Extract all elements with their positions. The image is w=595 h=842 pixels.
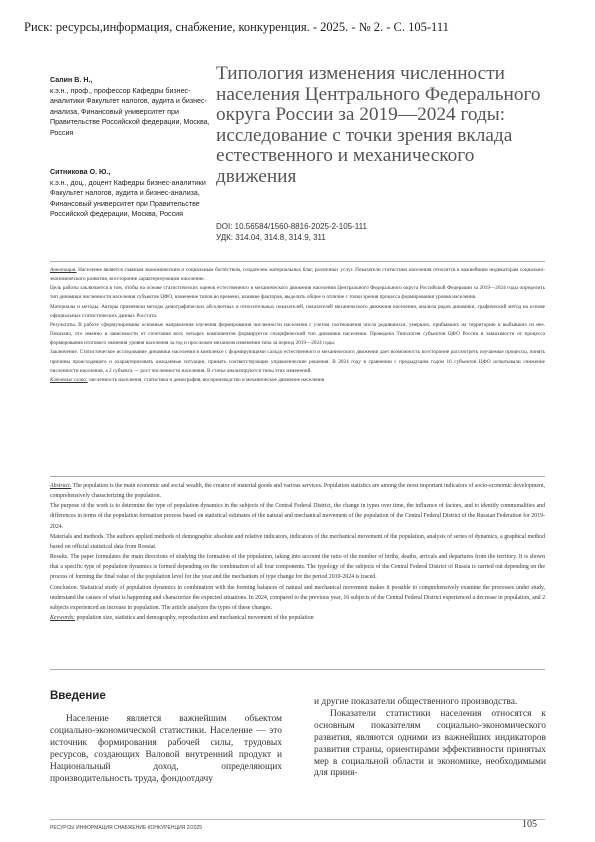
abstract-methods: Materials and methods. The authors applied methods of demographic absolute and relative indicators, indicators of the mechanical movement of the population, analysis of series of dynamics, a graphical method based on official statistical data from Rosstat. bbox=[50, 533, 545, 550]
udc: УДК: 314.04, 314.8, 314.9, 311 bbox=[216, 233, 326, 242]
paragraph: Показатели статистики населения относятся к основным показателям социально-экономического развития, являются одними из важнейших индикаторов развития страны, ориентирами эффективности принятых мер в социальной области и экономике, необходимыми для приня- bbox=[314, 708, 546, 779]
citation-line: Риск: ресурсы,информация, снабжение, конкуренция. - 2025. - № 2. - С. 105-111 bbox=[24, 20, 449, 34]
section-heading: Введение bbox=[50, 690, 106, 702]
footer-journal-name: РЕСУРСЫ ИНФОРМАЦИЯ СНАБЖЕНИЕ КОНКУРЕНЦИЯ 2/2025 bbox=[50, 825, 203, 831]
footer-divider bbox=[50, 819, 545, 820]
abstract-goal: The purpose of the work is to determine the type of population dynamics in the subjects of the Central Federal District, the change in types over time, the influence of factors, and to identify commonalities and differences in terms of the population formation process based on statistical estimates of the natural and mechanical movement of the population of the Central Federal District of the Russian Federation for 2019-2024. bbox=[50, 503, 545, 530]
abstract-goal: Цель работы заключается в том, чтобы на основе статистических оценок естественного и механического движения населения Центрального Федерального округа Российской Федерации за 2019—2024 годы определить тип динамики численности населения субъектов ЦФО, изменение типов во времени, влияние факторов, выделить общее и отличие с точки зрения процесса формирования уровня населения. bbox=[50, 285, 545, 301]
abstract-results: Результаты. В работе сформулированы основные направления изучения формирования численности населения с учетом соотношения числа родившихся, умерших, прибывших на территорию и выбывших из нее. Показано, что именно в зависимости от сочетания всех четырех компонентов формируется специфический тип динамики населения. Проведена Типология субъектов ЦФО России в зависимости от процесса формирования итогового значения уровня населения за год и прослежен механизм изменения типа за период 2019—2024 годы. bbox=[50, 321, 545, 347]
abstract-intro: Население является главным экономическим и социальным богатством, создателем материальных благ, различных услуг. Показатели статистики населения относятся к важнейшим индикаторам социально-экономического развития, всесторонне характеризующим население. bbox=[50, 267, 545, 283]
abstract-label: Abstract. bbox=[50, 483, 72, 489]
divider bbox=[50, 261, 545, 262]
body-column-left bbox=[50, 714, 282, 785]
article-identifiers bbox=[216, 221, 546, 243]
author-name: Салин В. Н., bbox=[50, 76, 93, 84]
keywords-label: Keywords: bbox=[50, 615, 76, 622]
keywords: population size, statistics and demography, reproduction and mechanical movement of the population bbox=[76, 615, 314, 622]
abstract-conclusion: Conclusion. Statistical study of population dynamics in combination with the forming balances of natural and mechanical movement makes it possible to comprehensively examine the processes under study, understand the causes of what is happening and characterize the expected situations. In 2024, compared to the previous year, 16 subjects of the Central Federal District experienced a decrease in population, and 2 subjects experienced an increase in population. The article analyzes the types of these changes. bbox=[50, 584, 545, 611]
abstract-russian bbox=[50, 266, 545, 385]
author-block-2 bbox=[50, 167, 210, 220]
abstract-intro: The population is the main economic and social wealth, the creator of material goods and various services. Population statistics are among the most important indicators of socio-economic development, comprehensively characterizing the population. bbox=[50, 483, 546, 500]
abstract-label: Аннотация. bbox=[50, 267, 77, 273]
paragraph: и другие показатели общественного производства. bbox=[314, 697, 518, 707]
body-column-right bbox=[314, 697, 546, 780]
keywords-label: Ключевые слова: bbox=[50, 376, 88, 383]
keywords: численность населения, статистика и демография, воспроизводство и механическое движение населения bbox=[88, 376, 325, 383]
divider bbox=[50, 669, 545, 670]
author-affiliation: к.э.н., доц., доцент Кафедры бизнес-аналитики Факультет налогов, аудита и бизнес-анализа, Финансовый университет при Правительстве Российской федерации, Москва, Россия bbox=[50, 178, 206, 219]
article-title: Типология изменения численности населения Центрального Федерального округа России за 2019—2024 годы: исследование с точки зрения вклада естественного и механического движения bbox=[216, 63, 541, 187]
paragraph: Население является важнейшим объектом социально-экономической статистики. Население — это источник формирования рабочей силы, трудовых ресурсов, создающих Валовой внутренний продукт и Национальный доход, определяющих производительность труда, фондоотдачу bbox=[50, 714, 282, 784]
author-name: Ситникова О. Ю., bbox=[50, 168, 111, 176]
author-affiliation: к.э.н., проф., профессор Кафедры бизнес-аналитики Факультет налогов, аудита и бизнес-анализа, Финансовый университет при Правительстве Российской федерации, Москва, Россия bbox=[50, 86, 210, 137]
abstract-conclusion: Заключение. Статистическое исследование динамики населения в комплексе с формирующими сальдо естественного и механического движения дает возможность всесторонне рассмотреть изучаемые процессы, понять причины происходящего и охарактеризовать ожидаемые ситуации, принять соответствующие управленческие решения. В 2024 году в сравнении с предыдущим годом 16 субъектов ЦФО испытывали снижение численности населения, а 2 субъекта — рост численности населения. В статье анализируются типы этих изменений. bbox=[50, 349, 545, 374]
divider bbox=[50, 476, 545, 477]
doi: DOI: 10.56584/1560-8816-2025-2-105-111 bbox=[216, 222, 367, 231]
abstract-results: Results. The paper formulates the main directions of studying the formation of the population, taking into account the ratio of the number of births, deaths, arrivals and departures from the territory. It is shown that a specific type of population dynamics is formed depending on the combination of all four components. The typology of the subjects of the Central Federal District of Russia is carried out depending on the process of forming the final value of the population level for the year and the mechanism of type change for the period 2019-2024 is traced. bbox=[50, 554, 545, 581]
author-block-1 bbox=[50, 75, 210, 139]
abstract-english bbox=[50, 481, 545, 623]
abstract-methods: Материалы и методы. Авторы применили методы демографических абсолютных и относительных показателей, показателей механического движения населения, анализа рядов динамики, графический метод на основе официальных статистических данных Росстата. bbox=[50, 303, 545, 319]
page-number: 105 bbox=[522, 819, 537, 830]
